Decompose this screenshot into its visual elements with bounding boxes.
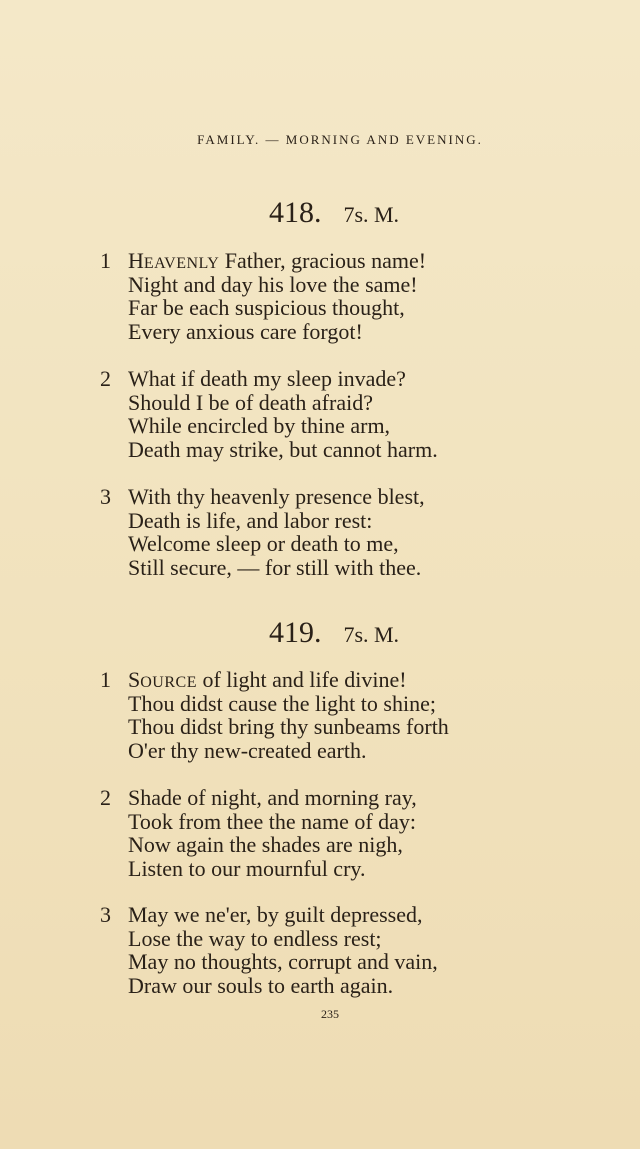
running-head: FAMILY. — MORNING AND EVENING. — [197, 132, 483, 147]
verse-number: 1 — [100, 667, 111, 692]
hymn-header-419 — [0, 616, 640, 650]
hymn-number: 418. — [268, 196, 322, 229]
verse-line: Welcome sleep or death to me, — [128, 531, 399, 556]
verse-line: Death is life, and labor rest: — [128, 507, 373, 533]
verse-line: Thou didst bring thy sunbeams forth — [128, 714, 449, 739]
verse-line: O'er thy new-created earth. — [128, 737, 367, 763]
verse-number: 2 — [100, 785, 111, 810]
verse-line: Listen to our mournful cry. — [128, 855, 366, 881]
hymn-meter: 7s. M. — [343, 202, 400, 227]
verse-line: Took from thee the name of day: — [128, 808, 417, 834]
verse-line: With thy heavenly presence blest, — [128, 484, 425, 509]
verse-line: Thou didst cause the light to shine; — [128, 690, 436, 716]
stanza — [100, 485, 425, 579]
verse-line: Now again the shades are nigh, — [128, 832, 403, 857]
verse-line: Every anxious care forgot! — [128, 318, 363, 344]
verse-line: HEAVENLY Father, gracious name! — [128, 248, 427, 273]
hymn-header-418 — [0, 196, 640, 230]
stanza — [100, 668, 449, 762]
verse-line: Lose the way to endless rest; — [128, 925, 382, 951]
small-caps-word: SOURCE — [128, 667, 197, 692]
verse-number: 3 — [100, 902, 111, 927]
verse-number: 2 — [100, 366, 111, 391]
stanza — [100, 786, 417, 880]
verse-line: Still secure, — for still with thee. — [128, 554, 422, 580]
verse-line: Shade of night, and morning ray, — [128, 785, 417, 810]
verse-line: Should I be of death afraid? — [128, 389, 373, 415]
verse-number: 3 — [100, 484, 111, 509]
verse-line: May we ne'er, by guilt depressed, — [128, 902, 423, 927]
verse-number: 1 — [100, 248, 111, 273]
verse-line: May no thoughts, corrupt and vain, — [128, 949, 438, 974]
stanza — [100, 903, 438, 997]
verse-line: Night and day his love the same! — [128, 271, 418, 297]
hymn-meter: 7s. M. — [343, 622, 400, 647]
small-caps-word: HEAVENLY — [128, 248, 220, 273]
page-number: 235 — [321, 1007, 339, 1021]
verse-line: Draw our souls to earth again. — [128, 972, 394, 998]
verse-line: Far be each suspicious thought, — [128, 295, 405, 320]
verse-line: Death may strike, but cannot harm. — [128, 436, 438, 462]
verse-line: What if death my sleep invade? — [128, 366, 406, 391]
stanza — [100, 249, 426, 343]
verse-line: SOURCE of light and life divine! — [128, 667, 407, 692]
verse-line: While encircled by thine arm, — [128, 413, 391, 438]
hymn-number: 419. — [268, 616, 322, 649]
stanza — [100, 367, 438, 461]
